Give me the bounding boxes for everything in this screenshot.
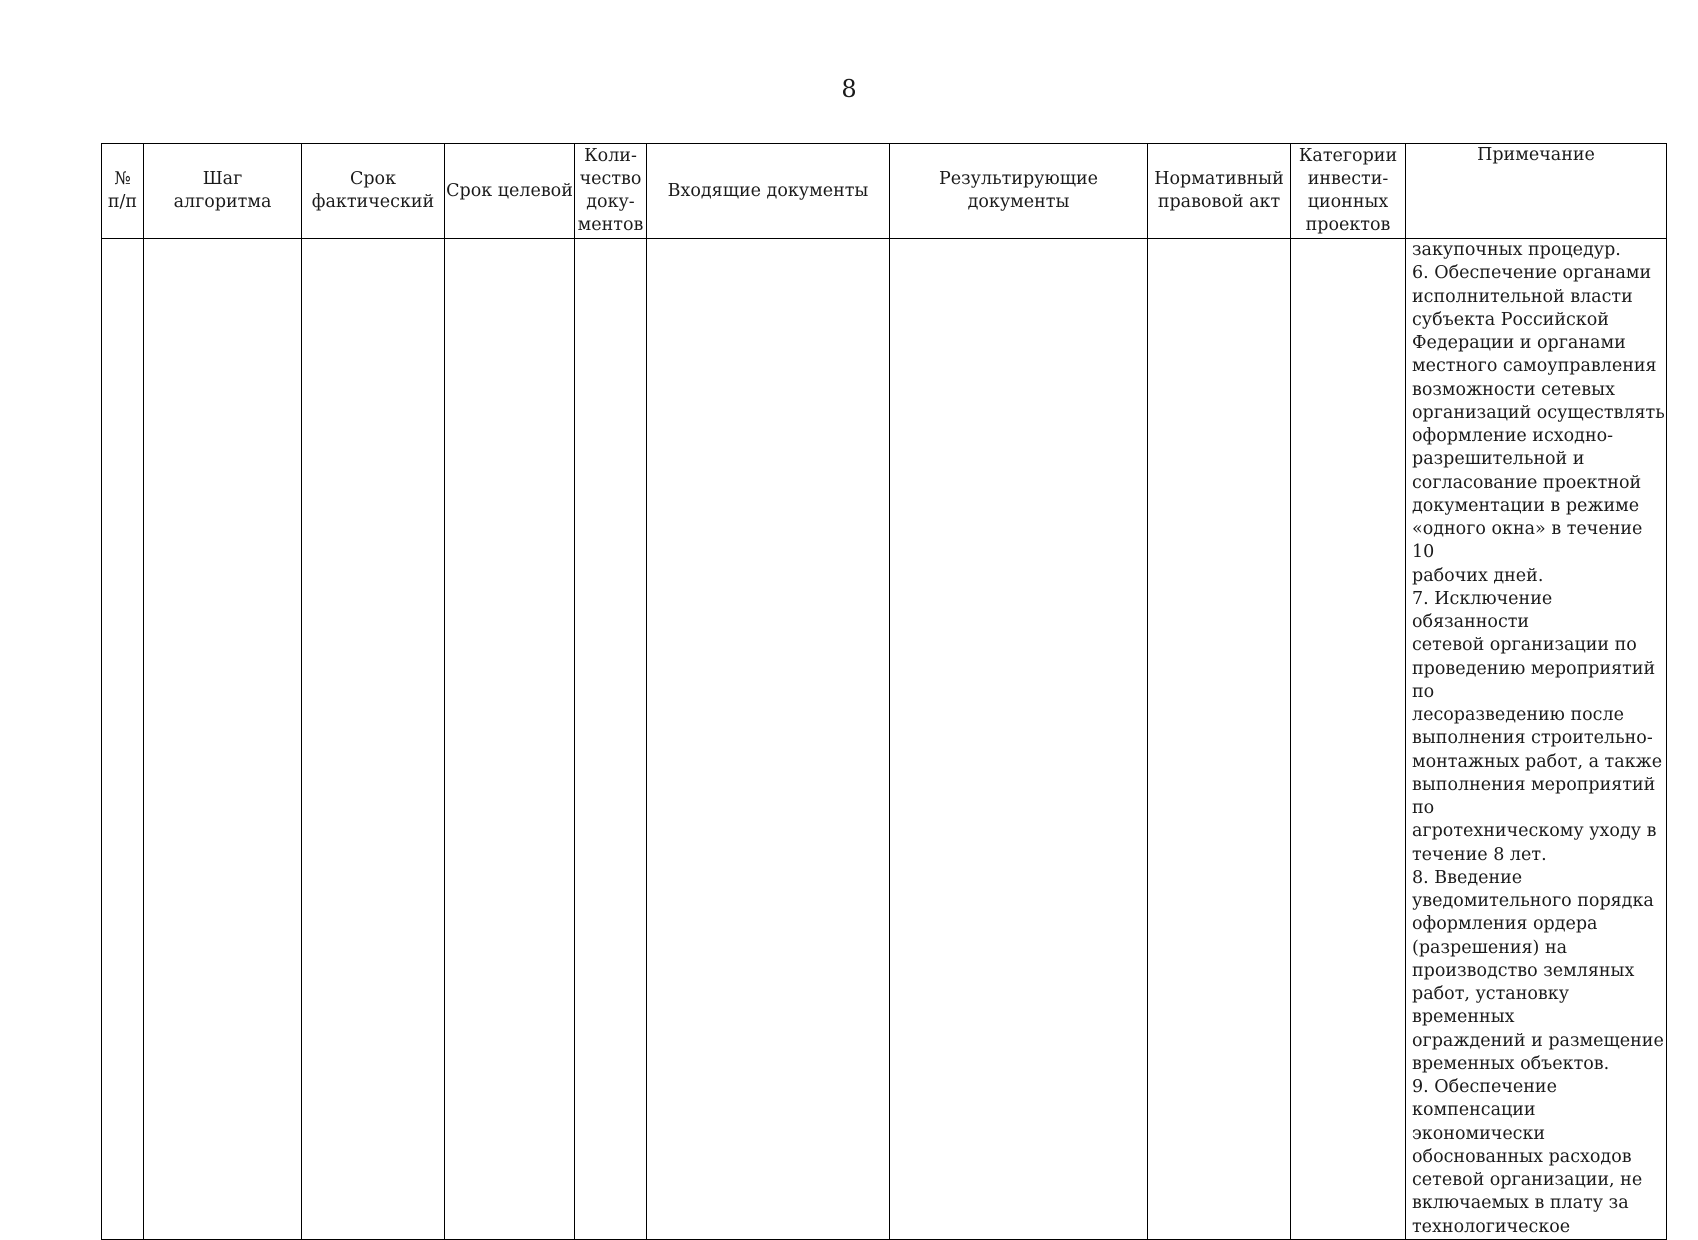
- cell-project-categories: [1291, 239, 1406, 1240]
- header-incoming-documents: Входящие документы: [647, 144, 890, 239]
- header-actual-term: Срок фактический: [302, 144, 445, 239]
- table-row: [102, 239, 1667, 1240]
- cell-step: [144, 239, 302, 1240]
- cell-note: [1406, 239, 1667, 1240]
- header-number: № п/п: [102, 144, 144, 239]
- header-target-term: Срок целевой: [445, 144, 575, 239]
- cell-incoming-documents: [647, 239, 890, 1240]
- cell-actual-term: [302, 239, 445, 1240]
- cell-normative-act: [1148, 239, 1291, 1240]
- cell-target-term: [445, 239, 575, 1240]
- header-doc-count: Коли- чество доку- ментов: [575, 144, 647, 239]
- cell-doc-count: [575, 239, 647, 1240]
- cell-resulting-documents: [890, 239, 1148, 1240]
- table-header-row: [102, 144, 1667, 239]
- header-note: Примечание: [1406, 144, 1667, 239]
- cell-number: [102, 239, 144, 1240]
- page-number: 8: [841, 75, 857, 103]
- header-step: Шаг алгоритма: [144, 144, 302, 239]
- algorithm-table: [101, 143, 1667, 1240]
- header-project-categories: Категории инвести- ционных проектов: [1291, 144, 1406, 239]
- header-resulting-documents: Результирующие документы: [890, 144, 1148, 239]
- header-normative-act: Нормативный правовой акт: [1148, 144, 1291, 239]
- note-text: закупочных процедур. 6. Обеспечение органами исполнительной власти субъекта Российской Федерации и органами местного самоуправления возможности сетевых организаций осуществлять оформление исходно- разрешительной и согласование проектной документации в режиме «одного окна» в течение 10 рабочих дней. 7. Исключение обязанности сетевой организации по проведению мероприятий по лесоразведению после выполнения строительно- монтажных работ, а также выполнения мероприятий по агротехническому уходу в течение 8 лет. 8. Введение уведомительного порядка оформления ордера (разрешения) на производство земляных работ, установку временных ограждений и размещение временных объектов. 9. Обеспечение компенсации экономически обоснованных расходов сетевой организации, не включаемых в плату за технологическое: [1412, 240, 1665, 1237]
